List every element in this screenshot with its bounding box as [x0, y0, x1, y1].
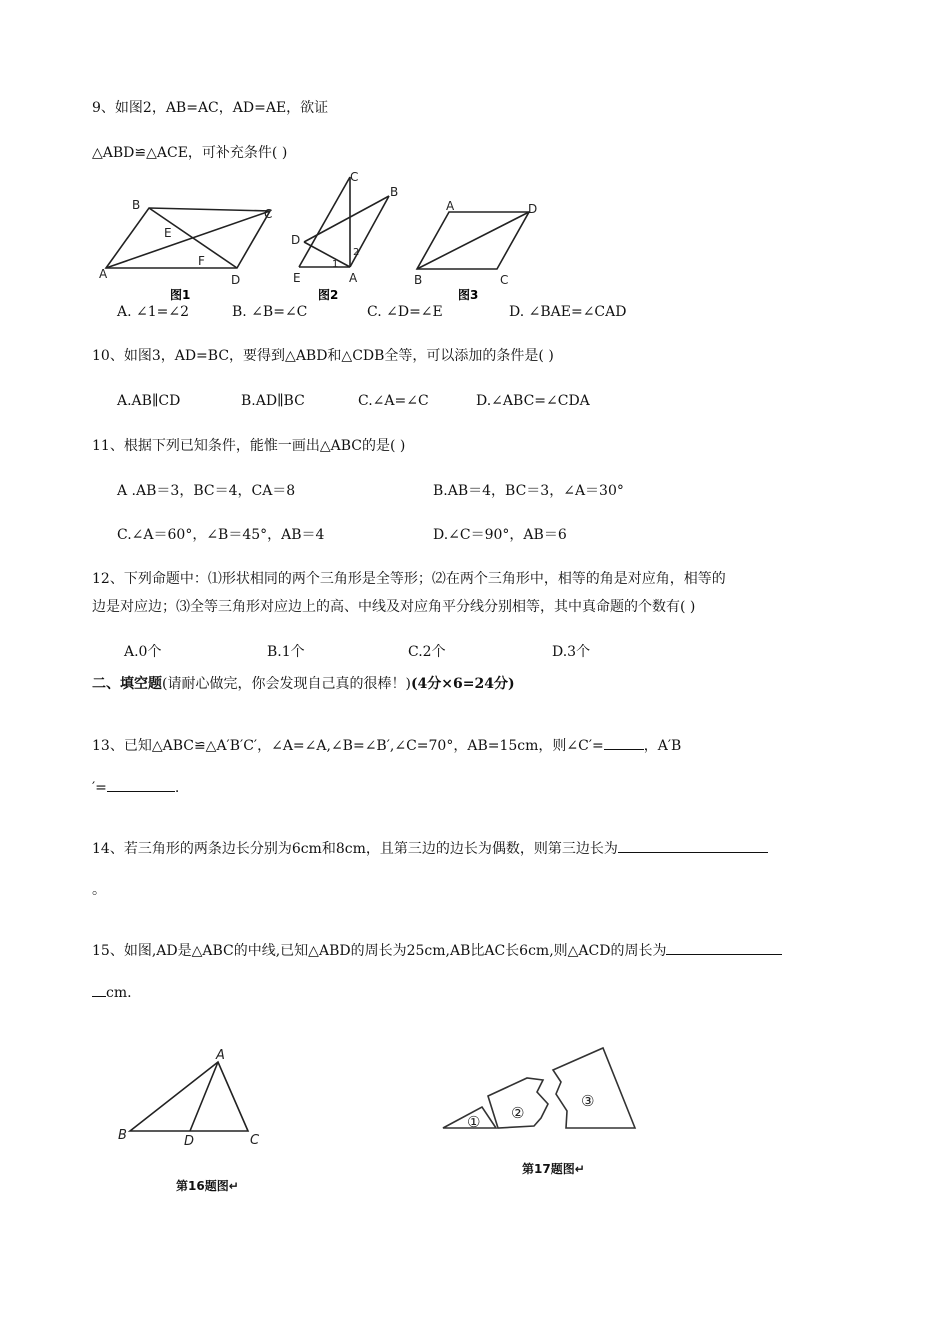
q10-option-a: A.AB∥CD	[117, 393, 181, 409]
q9-option-c: C. ∠D=∠E	[367, 304, 443, 320]
q10-option-b: B.AD∥BC	[241, 393, 305, 409]
fig2-label-C: C	[350, 170, 359, 184]
q12-option-a: A.0个	[124, 644, 162, 660]
fig1-label-B: B	[132, 198, 141, 212]
q13-text-3: ′=	[92, 780, 107, 796]
q15-text: 15、如图,AD是△ABC的中线,已知△ABD的周长为25cm,AB比AC长6cm,则△ACD的周长为	[92, 943, 667, 959]
q13-line2	[92, 777, 179, 798]
fig1-label-C: C	[264, 207, 273, 221]
fig1-label-D: D	[231, 273, 241, 287]
q9-line1: 9、如图2，AB=AC，AD=AE，欲证	[92, 100, 329, 116]
q13-text-2: ，A′B	[643, 738, 682, 754]
figure-17	[440, 1040, 640, 1135]
fig16-label-C: C	[250, 1133, 260, 1148]
q11-option-c: C.∠A＝60°，∠B＝45°，AB＝4	[117, 527, 325, 543]
q14-text: 14、若三角形的两条边长分别为6cm和8cm，且第三边的边长为偶数，则第三边长为	[92, 841, 618, 857]
q15-blank[interactable]	[666, 940, 782, 955]
fig17-label-3: ③	[581, 1092, 595, 1110]
q14-blank[interactable]	[618, 838, 768, 853]
q15-blank-continued[interactable]	[92, 982, 106, 997]
fig3-caption: 图3	[458, 288, 479, 302]
fig1-label-F: F	[198, 254, 205, 268]
fig17-label-1: ①	[467, 1113, 481, 1131]
q12-option-c: C.2个	[408, 644, 446, 660]
q11-option-d: D.∠C＝90°，AB＝6	[433, 527, 567, 543]
figure-1	[106, 207, 273, 268]
fig2-label-E: E	[293, 271, 301, 285]
q15-text-end: cm.	[106, 985, 132, 1001]
fig3-label-B: B	[414, 273, 423, 287]
q13-text-1: 13、已知△ABC≌△A′B′C′，∠A=∠A,∠B=∠B′,∠C=70°，AB=15cm，则∠C′=	[92, 738, 604, 754]
figure-3	[417, 212, 529, 269]
fig2-label-A: A	[349, 271, 358, 285]
q15-line1	[92, 940, 782, 961]
fig3-label-D: D	[528, 202, 538, 216]
q12-option-d: D.3个	[552, 644, 591, 660]
fig3-label-C: C	[500, 273, 509, 287]
figure-row-top	[92, 168, 552, 303]
q13-blank-c-prime[interactable]	[604, 735, 644, 750]
section2-score: (4分×6=24分)	[410, 676, 515, 692]
fig16-caption: 第16题图↵	[176, 1179, 239, 1193]
fig2-label-B: B	[390, 185, 399, 199]
q12-option-b: B.1个	[267, 644, 305, 660]
figure-2	[299, 177, 389, 267]
q12-line1: 12、下列命题中：⑴形状相同的两个三角形是全等形；⑵在两个三角形中，相等的角是对应角，相等的	[92, 571, 726, 587]
fig2-label-D: D	[291, 233, 301, 247]
q11-stem: 11、根据下列已知条件，能惟一画出△ABC的是( )	[92, 438, 406, 454]
q10-stem: 10、如图3，AD=BC，要得到△ABD和△CDB全等，可以添加的条件是( )	[92, 348, 554, 364]
q9-option-b: B. ∠B=∠C	[232, 304, 308, 320]
fig16-label-A: A	[216, 1048, 225, 1063]
fig2-caption: 图2	[318, 288, 339, 302]
fig2-label-1: 1	[332, 259, 339, 270]
section2-title: 二、填空题	[92, 676, 162, 692]
q14-line1	[92, 838, 768, 859]
q13-text-4: .	[174, 780, 180, 796]
q9-option-d: D. ∠BAE=∠CAD	[509, 304, 627, 320]
figure-16	[110, 1045, 280, 1155]
fig16-label-B: B	[118, 1128, 127, 1143]
q9-option-a: A. ∠1=∠2	[117, 304, 190, 320]
section2-header	[92, 674, 515, 694]
q9-line2: △ABD≌△ACE，可补充条件( )	[92, 145, 288, 161]
fig16-label-D: D	[184, 1134, 195, 1149]
fig1-label-E: E	[164, 226, 172, 240]
fig3-label-A: A	[446, 199, 455, 213]
fig1-label-A: A	[99, 267, 108, 281]
q14-line2: 。	[92, 882, 106, 898]
q11-option-b: B.AB＝4，BC＝3，∠A＝30°	[433, 483, 624, 499]
fig2-label-2: 2	[353, 247, 360, 258]
fig17-label-2: ②	[511, 1104, 525, 1122]
q11-option-a: A .AB＝3，BC＝4，CA＝8	[117, 483, 296, 499]
q13-line1	[92, 735, 681, 756]
fig1-caption: 图1	[170, 288, 191, 302]
q12-line2: 边是对应边；⑶全等三角形对应边上的高、中线及对应角平分线分别相等，其中真命题的个数有( )	[92, 599, 696, 615]
q15-line2	[92, 982, 132, 1003]
q10-option-c: C.∠A=∠C	[358, 393, 429, 409]
q13-blank-ab-prime[interactable]	[107, 777, 175, 792]
fig17-caption: 第17题图↵	[522, 1162, 585, 1176]
q10-option-d: D.∠ABC=∠CDA	[476, 393, 590, 409]
section2-note: (请耐心做完，你会发现自己真的很棒！)	[162, 676, 411, 692]
